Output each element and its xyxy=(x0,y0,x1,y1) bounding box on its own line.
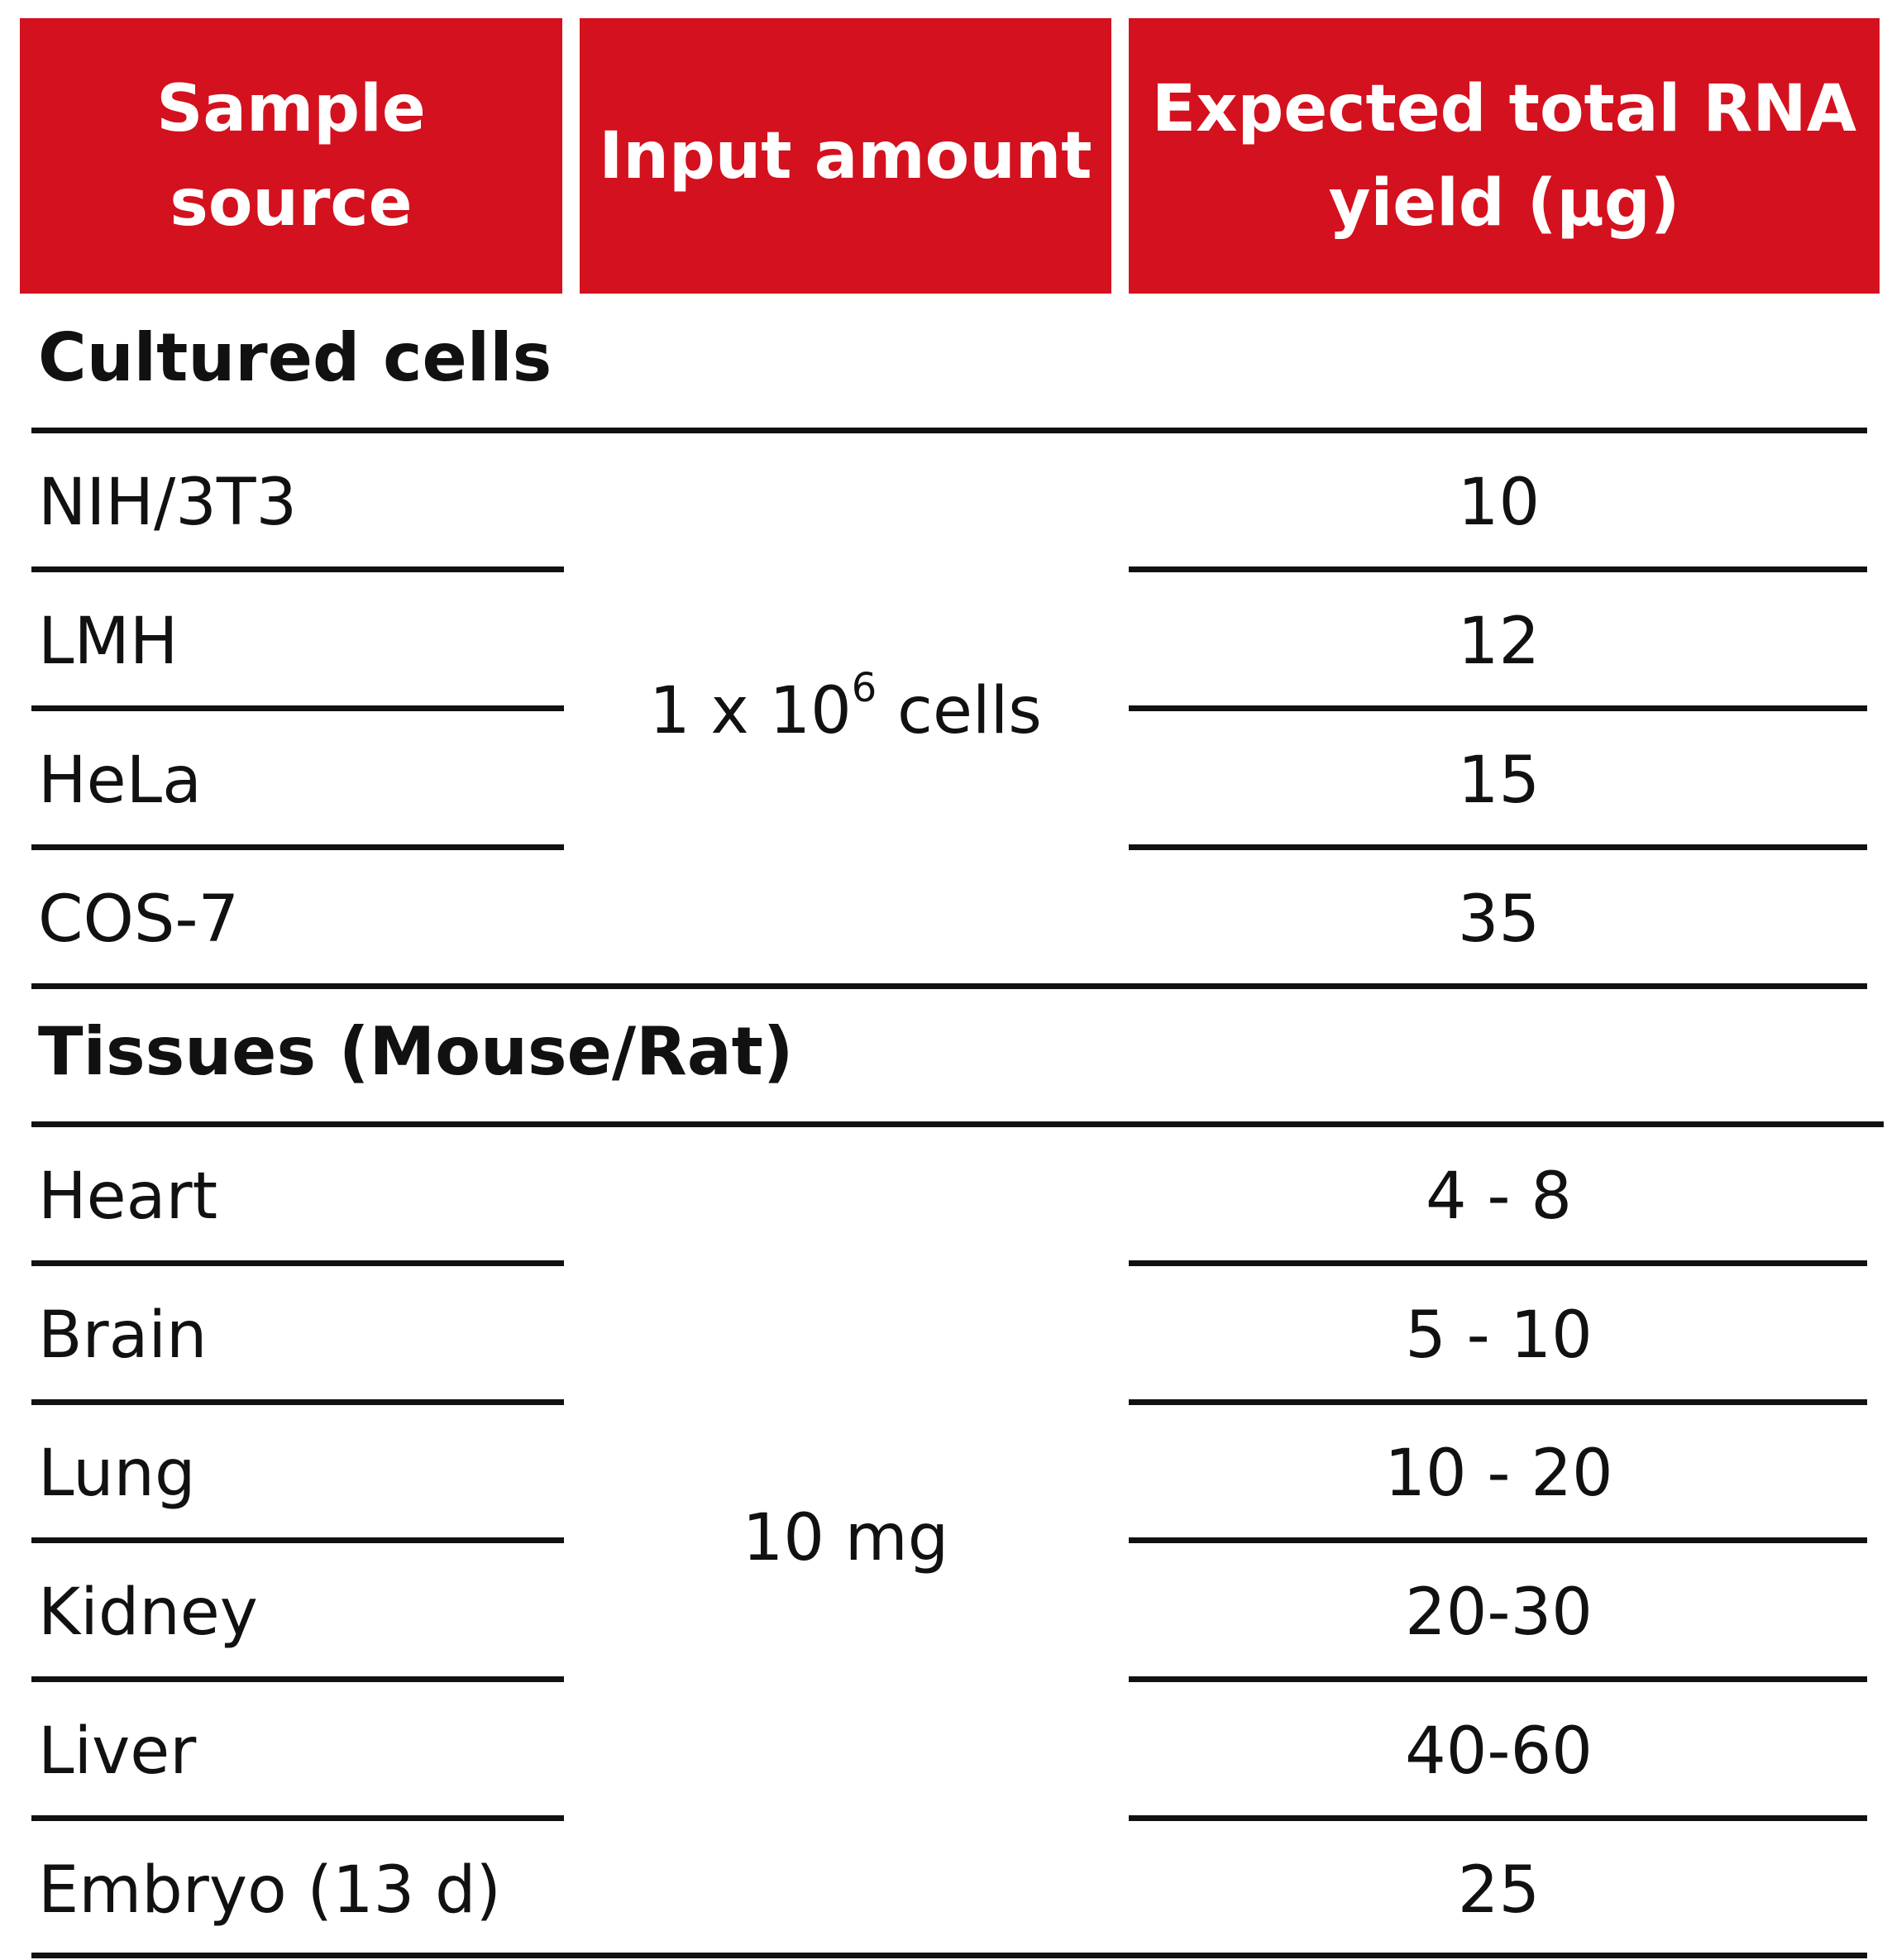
table-cell-source: Liver xyxy=(38,1714,197,1789)
table-cell-source: Kidney xyxy=(38,1575,258,1650)
row-divider xyxy=(31,566,564,572)
table-cell-yield: 20-30 xyxy=(1405,1575,1593,1650)
row-divider xyxy=(31,1676,564,1682)
input-amount-unit: cells xyxy=(877,674,1042,748)
row-divider xyxy=(1129,705,1867,711)
section-divider xyxy=(31,1121,1884,1127)
table-cell-input-amount-cultured xyxy=(580,666,1111,757)
section-divider xyxy=(31,983,1867,989)
table-cell-source: LMH xyxy=(38,605,179,679)
row-divider xyxy=(1129,566,1867,572)
table-cell-yield: 40-60 xyxy=(1405,1714,1593,1789)
table-cell-input-amount-tissues: 10 mg xyxy=(742,1501,949,1575)
table-cell-source: Lung xyxy=(38,1437,196,1511)
column-header-input-amount xyxy=(580,18,1111,294)
section-title-tissues: Tissues (Mouse/Rat) xyxy=(38,1013,794,1090)
section-title-cultured-cells: Cultured cells xyxy=(38,319,552,396)
table-cell-yield: 4 - 8 xyxy=(1426,1159,1572,1234)
table-cell-yield: 5 - 10 xyxy=(1405,1298,1593,1373)
row-divider xyxy=(31,1260,564,1266)
column-header-sample-source xyxy=(20,18,562,294)
row-divider xyxy=(31,844,564,850)
row-divider xyxy=(1129,1815,1867,1821)
input-amount-exponent: 6 xyxy=(851,665,877,711)
row-divider xyxy=(1129,1399,1867,1405)
row-divider xyxy=(31,1399,564,1405)
row-divider xyxy=(31,705,564,711)
row-divider xyxy=(1129,1537,1867,1543)
table-cell-source: Embryo (13 d) xyxy=(38,1853,501,1928)
column-header-sample-source-label: Sample source xyxy=(156,71,426,241)
row-divider xyxy=(1129,1260,1867,1266)
table-cell-yield: 25 xyxy=(1457,1853,1541,1928)
table-cell-source: COS-7 xyxy=(38,882,240,957)
table-cell-source: Heart xyxy=(38,1159,218,1234)
table-cell-yield: 12 xyxy=(1457,605,1541,679)
column-header-expected-yield xyxy=(1129,18,1880,294)
row-divider xyxy=(1129,844,1867,850)
row-divider xyxy=(31,1537,564,1543)
table-cell-source: Brain xyxy=(38,1298,208,1373)
table-cell-source: NIH/3T3 xyxy=(38,466,298,540)
column-header-input-amount-label: Input amount xyxy=(599,118,1092,194)
table-cell-yield: 10 - 20 xyxy=(1384,1437,1613,1511)
column-header-expected-yield-label: Expected total RNA yield (µg) xyxy=(1151,71,1857,241)
table-cell-source: HeLa xyxy=(38,743,202,818)
section-divider xyxy=(31,428,1867,433)
table-cell-yield: 15 xyxy=(1457,743,1541,818)
row-divider xyxy=(31,1815,564,1821)
input-amount-base: 1 x 10 xyxy=(649,674,852,748)
table-bottom-rule xyxy=(31,1953,1867,1958)
table-cell-yield: 10 xyxy=(1457,466,1541,540)
row-divider xyxy=(1129,1676,1867,1682)
table-cell-yield: 35 xyxy=(1457,882,1541,957)
